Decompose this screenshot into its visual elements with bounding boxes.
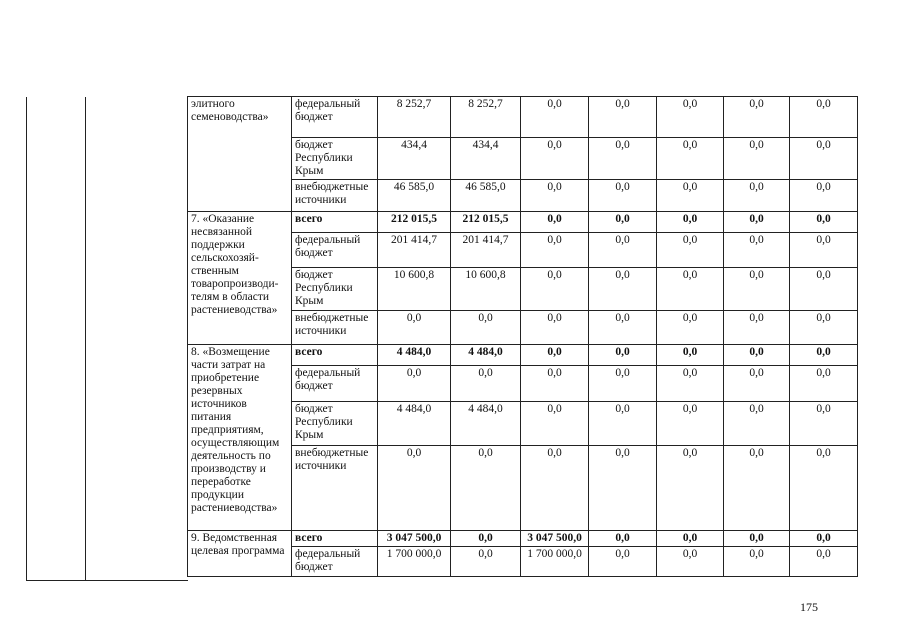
amount-cell: 0,0 bbox=[657, 268, 724, 311]
amount-cell: 10 600,8 bbox=[378, 268, 451, 311]
amount-cell: 0,0 bbox=[724, 97, 790, 138]
amount-cell: 0,0 bbox=[521, 345, 589, 366]
amount-cell: 0,0 bbox=[589, 402, 657, 446]
amount-cell: 0,0 bbox=[589, 180, 657, 212]
funding-source-cell: всего bbox=[292, 212, 378, 233]
amount-cell: 0,0 bbox=[724, 268, 790, 311]
amount-cell: 0,0 bbox=[724, 531, 790, 547]
funding-source-cell: федеральный бюджет bbox=[292, 547, 378, 577]
funding-source-cell: внебюджетные источники bbox=[292, 180, 378, 212]
amount-cell: 10 600,8 bbox=[451, 268, 521, 311]
page-number: 175 bbox=[800, 600, 818, 614]
table-row bbox=[188, 345, 858, 366]
amount-cell: 0,0 bbox=[451, 366, 521, 402]
amount-cell: 0,0 bbox=[657, 366, 724, 402]
amount-cell: 0,0 bbox=[589, 531, 657, 547]
amount-cell: 0,0 bbox=[790, 345, 858, 366]
amount-cell: 0,0 bbox=[790, 233, 858, 268]
amount-cell: 0,0 bbox=[724, 366, 790, 402]
amount-cell: 0,0 bbox=[657, 180, 724, 212]
amount-cell: 0,0 bbox=[521, 366, 589, 402]
table-body bbox=[188, 97, 858, 577]
amount-cell: 0,0 bbox=[790, 311, 858, 345]
amount-cell: 0,0 bbox=[657, 547, 724, 577]
amount-cell: 4 484,0 bbox=[378, 345, 451, 366]
amount-cell: 0,0 bbox=[724, 446, 790, 531]
amount-cell: 201 414,7 bbox=[451, 233, 521, 268]
amount-cell: 0,0 bbox=[657, 212, 724, 233]
amount-cell: 0,0 bbox=[657, 138, 724, 180]
amount-cell: 4 484,0 bbox=[451, 402, 521, 446]
amount-cell: 0,0 bbox=[521, 233, 589, 268]
amount-cell: 1 700 000,0 bbox=[521, 547, 589, 577]
amount-cell: 0,0 bbox=[589, 311, 657, 345]
amount-cell: 0,0 bbox=[790, 547, 858, 577]
left-border-line bbox=[26, 97, 27, 581]
amount-cell: 0,0 bbox=[724, 212, 790, 233]
amount-cell: 0,0 bbox=[589, 547, 657, 577]
amount-cell: 0,0 bbox=[589, 138, 657, 180]
funding-source-cell: бюджет Республики Крым bbox=[292, 402, 378, 446]
funding-source-cell: бюджет Республики Крым bbox=[292, 268, 378, 311]
amount-cell: 0,0 bbox=[521, 402, 589, 446]
amount-cell: 0,0 bbox=[589, 268, 657, 311]
program-name-cell: 9. Ведомственная целевая программа bbox=[188, 531, 292, 577]
amount-cell: 0,0 bbox=[790, 97, 858, 138]
amount-cell: 4 484,0 bbox=[451, 345, 521, 366]
amount-cell: 0,0 bbox=[657, 402, 724, 446]
amount-cell: 1 700 000,0 bbox=[378, 547, 451, 577]
amount-cell: 3 047 500,0 bbox=[378, 531, 451, 547]
amount-cell: 0,0 bbox=[790, 138, 858, 180]
amount-cell: 0,0 bbox=[451, 531, 521, 547]
amount-cell: 0,0 bbox=[521, 446, 589, 531]
amount-cell: 0,0 bbox=[657, 311, 724, 345]
program-name-cell: 8. «Возмещение части затрат на приобретение резервных источников питания предприятиям, осуществляющим деятельность по производству и переработке продукции растениеводства» bbox=[188, 345, 292, 531]
amount-cell: 0,0 bbox=[657, 233, 724, 268]
amount-cell: 0,0 bbox=[790, 268, 858, 311]
amount-cell: 0,0 bbox=[589, 212, 657, 233]
amount-cell: 434,4 bbox=[451, 138, 521, 180]
amount-cell: 0,0 bbox=[790, 180, 858, 212]
amount-cell: 0,0 bbox=[724, 233, 790, 268]
amount-cell: 0,0 bbox=[724, 311, 790, 345]
funding-source-cell: федеральный бюджет bbox=[292, 97, 378, 138]
amount-cell: 0,0 bbox=[589, 345, 657, 366]
amount-cell: 4 484,0 bbox=[378, 402, 451, 446]
amount-cell: 0,0 bbox=[657, 531, 724, 547]
amount-cell: 0,0 bbox=[521, 212, 589, 233]
funding-source-cell: всего bbox=[292, 531, 378, 547]
amount-cell: 0,0 bbox=[451, 547, 521, 577]
amount-cell: 434,4 bbox=[378, 138, 451, 180]
amount-cell: 0,0 bbox=[657, 97, 724, 138]
amount-cell: 0,0 bbox=[724, 345, 790, 366]
table-row bbox=[188, 97, 858, 138]
amount-cell: 0,0 bbox=[790, 446, 858, 531]
amount-cell: 0,0 bbox=[657, 345, 724, 366]
amount-cell: 46 585,0 bbox=[378, 180, 451, 212]
amount-cell: 0,0 bbox=[790, 366, 858, 402]
bottom-border-line bbox=[26, 580, 188, 581]
amount-cell: 8 252,7 bbox=[378, 97, 451, 138]
budget-table bbox=[187, 96, 858, 577]
amount-cell: 0,0 bbox=[378, 446, 451, 531]
amount-cell: 0,0 bbox=[724, 138, 790, 180]
table-row bbox=[188, 212, 858, 233]
program-name-cell: 7. «Оказание несвязанной поддержки сельскохозяй-ственным товаропроизводи-телям в области растениеводства» bbox=[188, 212, 292, 345]
amount-cell: 0,0 bbox=[589, 97, 657, 138]
amount-cell: 0,0 bbox=[521, 180, 589, 212]
amount-cell: 0,0 bbox=[521, 138, 589, 180]
amount-cell: 0,0 bbox=[790, 212, 858, 233]
amount-cell: 0,0 bbox=[589, 366, 657, 402]
program-name-cell: элитного семеноводства» bbox=[188, 97, 292, 212]
column-divider-line bbox=[85, 97, 86, 581]
amount-cell: 0,0 bbox=[378, 366, 451, 402]
amount-cell: 0,0 bbox=[657, 446, 724, 531]
amount-cell: 212 015,5 bbox=[378, 212, 451, 233]
amount-cell: 0,0 bbox=[451, 446, 521, 531]
amount-cell: 0,0 bbox=[521, 97, 589, 138]
amount-cell: 0,0 bbox=[790, 402, 858, 446]
funding-source-cell: внебюджетные источники bbox=[292, 446, 378, 531]
amount-cell: 46 585,0 bbox=[451, 180, 521, 212]
funding-source-cell: бюджет Республики Крым bbox=[292, 138, 378, 180]
funding-source-cell: федеральный бюджет bbox=[292, 366, 378, 402]
amount-cell: 0,0 bbox=[451, 311, 521, 345]
funding-source-cell: внебюджетные источники bbox=[292, 311, 378, 345]
amount-cell: 0,0 bbox=[724, 402, 790, 446]
funding-source-cell: всего bbox=[292, 345, 378, 366]
amount-cell: 0,0 bbox=[521, 311, 589, 345]
amount-cell: 3 047 500,0 bbox=[521, 531, 589, 547]
table-row bbox=[188, 531, 858, 547]
amount-cell: 201 414,7 bbox=[378, 233, 451, 268]
amount-cell: 0,0 bbox=[378, 311, 451, 345]
amount-cell: 0,0 bbox=[589, 446, 657, 531]
amount-cell: 0,0 bbox=[724, 547, 790, 577]
amount-cell: 0,0 bbox=[521, 268, 589, 311]
amount-cell: 0,0 bbox=[589, 233, 657, 268]
amount-cell: 0,0 bbox=[724, 180, 790, 212]
amount-cell: 8 252,7 bbox=[451, 97, 521, 138]
funding-source-cell: федеральный бюджет bbox=[292, 233, 378, 268]
amount-cell: 0,0 bbox=[790, 531, 858, 547]
amount-cell: 212 015,5 bbox=[451, 212, 521, 233]
